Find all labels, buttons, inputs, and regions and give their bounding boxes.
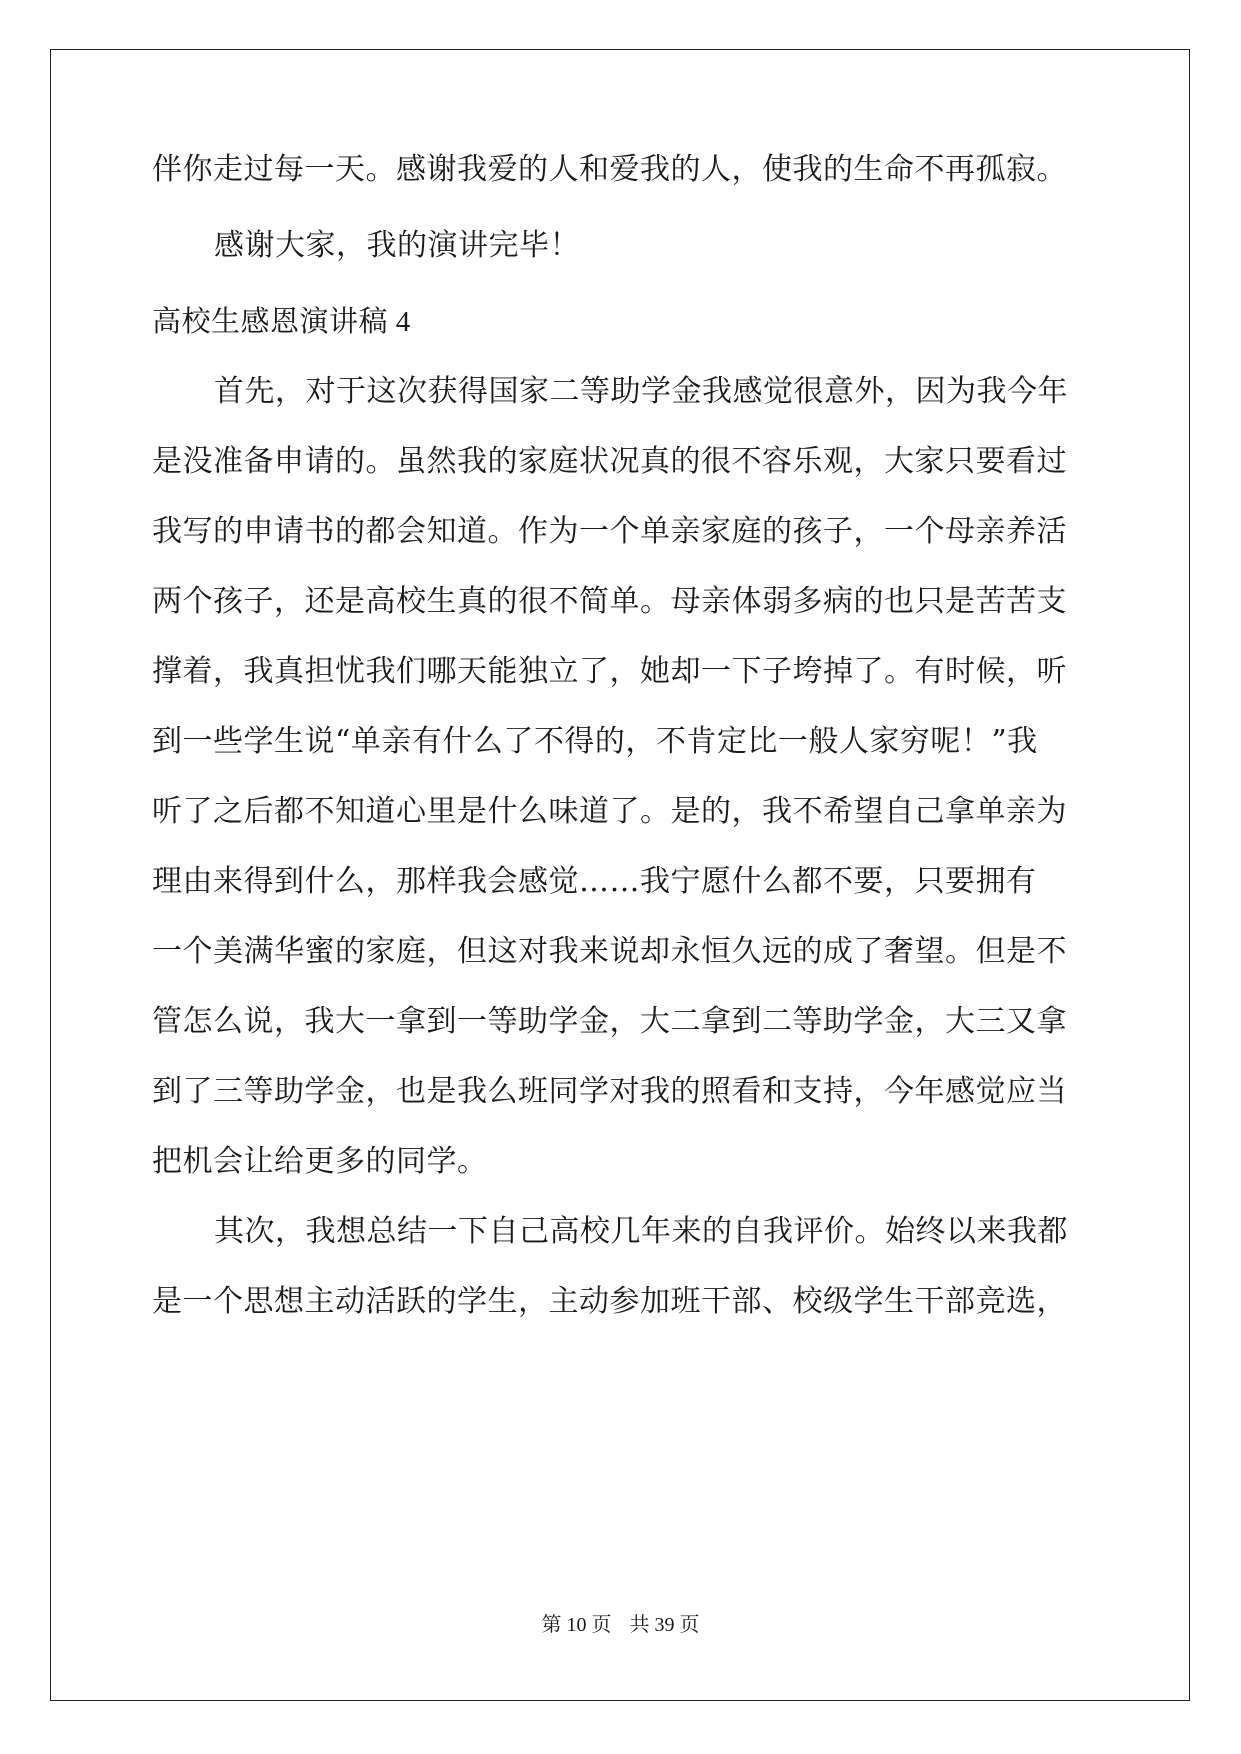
paragraph-line: 首先，对于这次获得国家二等助学金我感觉很意外，因为我今年 (214, 374, 1068, 409)
paragraph-line: 我写的申请书的都会知道。作为一个单亲家庭的孩子，一个母亲养活 (152, 514, 1067, 549)
paragraph-line: 一个美满华蜜的家庭，但这对我来说却永恒久远的成了奢望。但是不 (152, 934, 1067, 969)
paragraph-line: 其次，我想总结一下自己高校几年来的自我评价。始终以来我都 (214, 1214, 1068, 1249)
paragraph-line: 管怎么说，我大一拿到一等助学金，大二拿到二等助学金，大三又拿 (152, 1004, 1067, 1039)
paragraph-line: 感谢大家，我的演讲完毕！ (214, 228, 580, 263)
paragraph-line: 理由来得到什么，那样我会感觉……我宁愿什么都不要，只要拥有 (152, 864, 1037, 899)
section-heading: 高校生感恩演讲稿 4 (152, 306, 411, 338)
paragraph-line: 伴你走过每一天。感谢我爱的人和爱我的人，使我的生命不再孤寂。 (152, 152, 1067, 187)
paragraph-line: 听了之后都不知道心里是什么味道了。是的，我不希望自己拿单亲为 (152, 794, 1067, 829)
page-total: 共 39 页 (629, 1614, 700, 1636)
paragraph-line: 是没准备申请的。虽然我的家庭状况真的很不容乐观，大家只要看过 (152, 444, 1067, 479)
page-number: 第 10 页 (541, 1614, 612, 1636)
paragraph-line: 把机会让给更多的同学。 (152, 1144, 488, 1179)
paragraph-line: 撑着，我真担忧我们哪天能独立了，她却一下子垮掉了。有时候，听 (152, 654, 1067, 689)
paragraph-line: 到一些学生说“单亲有什么了不得的，不肯定比一般人家穷呢！”我 (152, 724, 1038, 759)
paragraph-line: 两个孩子，还是高校生真的很不简单。母亲体弱多病的也只是苦苦支 (152, 584, 1067, 619)
paragraph-line: 到了三等助学金，也是我么班同学对我的照看和支持，今年感觉应当 (152, 1074, 1067, 1109)
paragraph-line: 是一个思想主动活跃的学生，主动参加班干部、校级学生干部竞选， (152, 1284, 1067, 1319)
page-footer (0, 1612, 1241, 1638)
